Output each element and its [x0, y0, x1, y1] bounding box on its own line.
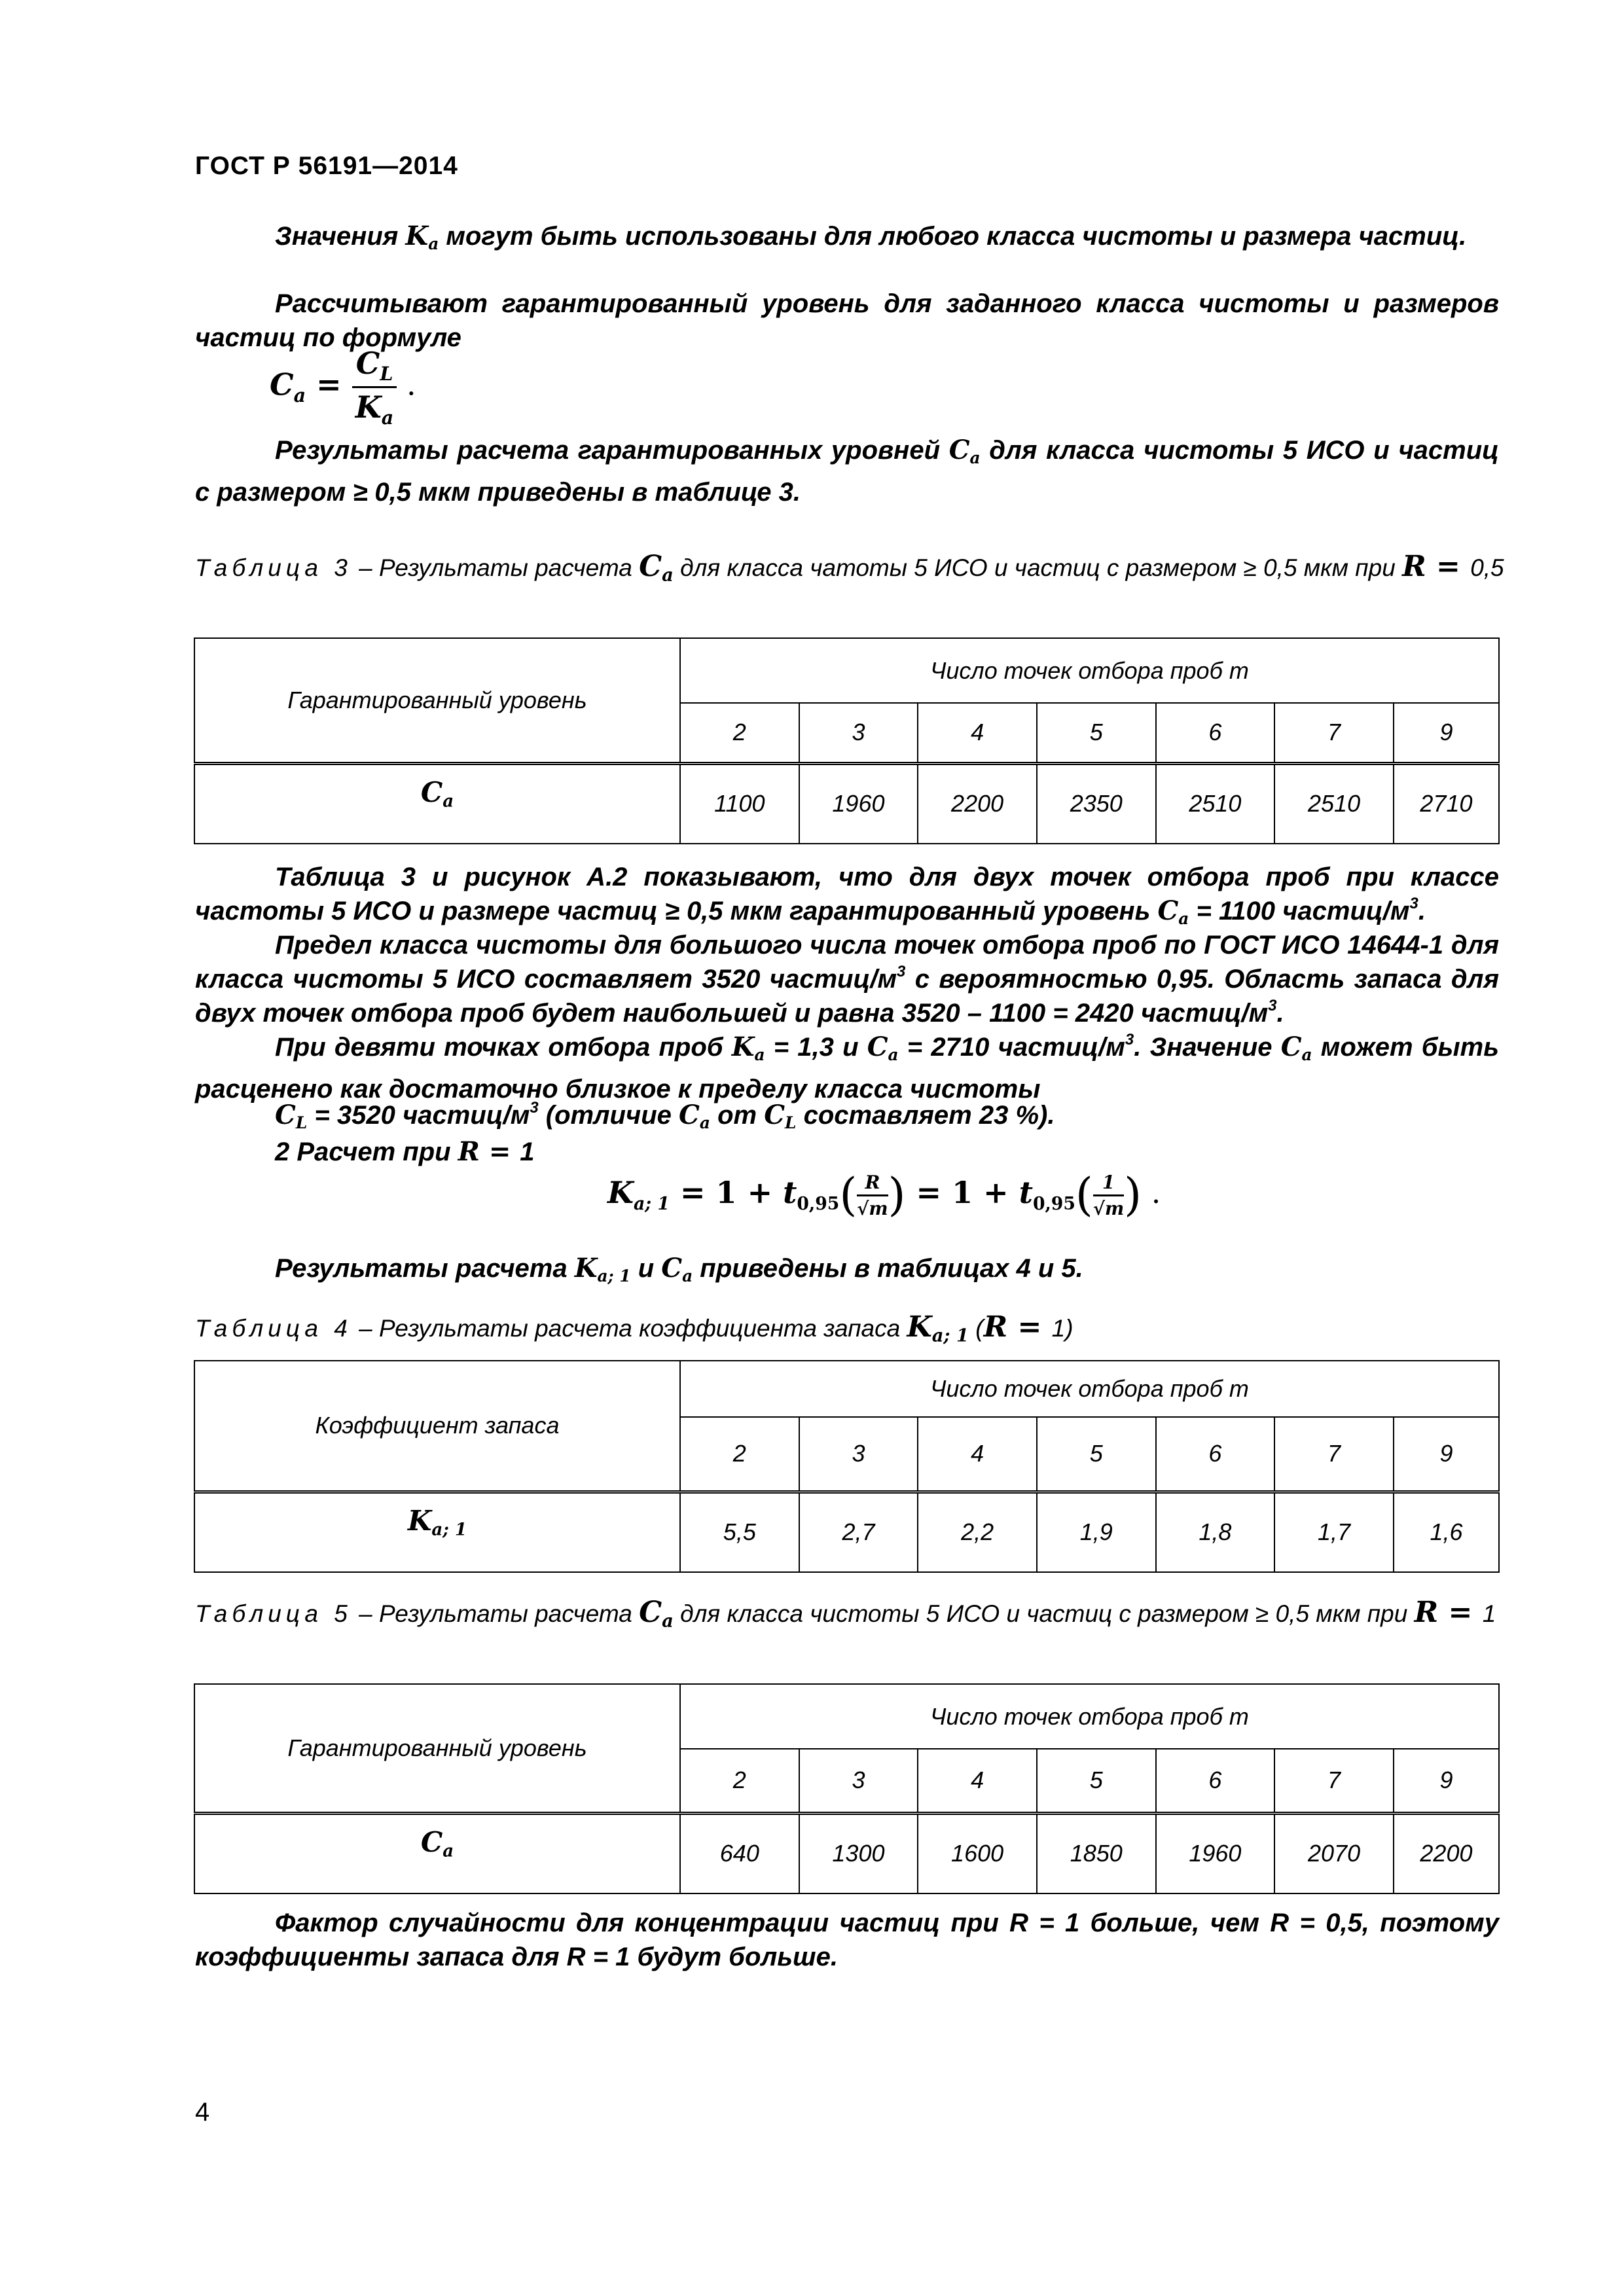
symbol-ca: $C_a$	[639, 550, 674, 586]
table4-col-header: 5	[1037, 1417, 1156, 1492]
formula-ca-symbol: C	[270, 367, 294, 403]
text-span: приведены в таблицах 4 и 5.	[693, 1254, 1083, 1283]
table4-cell: 1,9	[1037, 1492, 1156, 1572]
table5-cell: 640	[680, 1813, 799, 1893]
symbol-ka: $K_a$	[731, 1031, 765, 1064]
table3-col-header: 7	[1274, 703, 1394, 763]
table3-cell: 2200	[918, 763, 1037, 844]
table4-cell: 2,7	[799, 1492, 918, 1572]
formula-denominator: $K_a$	[355, 389, 394, 429]
table5-col-header: 9	[1394, 1749, 1499, 1813]
table5-row-symbol: $C_a$	[194, 1813, 680, 1893]
formula-ca-subscript: a	[293, 384, 306, 406]
text-span: Результаты расчета гарантированных уровней	[275, 436, 949, 465]
text-span: 2 Расчет при	[275, 1138, 458, 1166]
table4-col-header: 9	[1394, 1417, 1499, 1492]
table5-row-header: Гарантированный уровень	[194, 1684, 680, 1813]
text-span: = 2710 частиц/м	[898, 1033, 1125, 1062]
r-value: 0,5	[1470, 554, 1504, 581]
text-span: . Значение	[1134, 1033, 1281, 1062]
page-number: 4	[195, 2098, 210, 2126]
paren-close: )	[888, 1169, 906, 1221]
symbol-ca: $C_a$	[1280, 1031, 1312, 1064]
table4-group-header: Число точек отбора проб m	[680, 1361, 1499, 1417]
table5-cell: 1960	[1156, 1813, 1275, 1893]
table4-cell: 5,5	[680, 1492, 799, 1572]
paragraph-calc-formula-intro: Рассчитывают гарантированный уровень для заданного класса чистоты и размеров частиц по формуле	[195, 289, 1499, 352]
table5-col-header: 6	[1156, 1749, 1275, 1813]
text-span: – Результаты расчета	[352, 1600, 640, 1627]
symbol-cl: $C_L$	[764, 1100, 797, 1132]
r-value: 1	[1482, 1600, 1496, 1627]
table5-group-header: Число точек отбора проб m	[680, 1684, 1499, 1749]
table5-cell: 1300	[799, 1813, 918, 1893]
table3-col-header: 2	[680, 703, 799, 763]
caption-table-4: Таблица 4 – Результаты расчета коэффициента запаса $K_{a; 1}$ (R = 1)	[195, 1310, 1074, 1346]
table4-cell: 1,8	[1156, 1492, 1275, 1572]
paragraph-ka-usage	[195, 219, 1499, 261]
table3-row-header: Гарантированный уровень	[194, 638, 680, 763]
table5-cell: 1600	[918, 1813, 1037, 1893]
text-span: составляет 23 %).	[796, 1101, 1055, 1130]
document-header: ГОСТ Р 56191—2014	[195, 152, 458, 180]
table3-cell: 2510	[1274, 763, 1394, 844]
table5-col-header: 2	[680, 1749, 799, 1813]
symbol-ca: $C_a$	[867, 1031, 899, 1064]
text-span: для класса чистоты 5 ИСО и частиц с размером ≥ 0,5 мкм при	[673, 1600, 1415, 1627]
table4-row-header: Коэффициент запаса	[194, 1361, 680, 1492]
symbol-ca: $C_a$	[661, 1253, 693, 1285]
symbol-r: R	[1414, 1596, 1439, 1629]
text-span: Таблица 3 и рисунок А.2 показывают, что для двух точек отбора проб при классе частоты 5 ИСО и размере частиц ≥ 0,5 мкм гарантированный уровень	[195, 863, 1499, 925]
text-span: Значения	[275, 222, 406, 251]
paragraph-nine-points: При девяти точках отбора проб $K_a = 1,3$ и $C_a = 2710$ частиц/$м^3$. Значение $C_a$ может быть расценено как достаточно близкое к пределу класса чистоты	[195, 1031, 1499, 1103]
caption-label: Таблица 4	[195, 1315, 352, 1342]
text-span: от	[710, 1101, 765, 1130]
formula-k-symbol: K	[607, 1175, 634, 1210]
paragraph-table3-interpretation: Таблица 3 и рисунок А.2 показывают, что для двух точек отбора проб при классе частоты 5 ИСО и размере частиц ≥ 0,5 мкм гарантированный уровень $C_a = 1100$ частиц/$м^3$.	[195, 863, 1499, 928]
text-span: может быть расценено как достаточно близкое к пределу класса чистоты	[195, 1033, 1499, 1103]
table4-cell: 1,7	[1274, 1492, 1394, 1572]
table5-col-header: 4	[918, 1749, 1037, 1813]
text-span: Предел класса чистоты для большого числа точек отбора проб по ГОСТ ИСО 14644-1 для класса чистоты 5 ИСО составляет 3520 частиц/м	[195, 931, 1499, 994]
section-heading-r1: 2 Расчет при R = 1	[275, 1136, 535, 1167]
table3-col-header: 9	[1394, 703, 1499, 763]
paragraph-results-tables-4-5	[195, 1251, 1499, 1293]
table3-col-header: 3	[799, 703, 918, 763]
formula-fraction-1: $\frac{R}{√m}$	[857, 1171, 888, 1219]
paragraph-class-limit: Предел класса чистоты для большого числа точек отбора проб по ГОСТ ИСО 14644-1 для класса чистоты 5 ИСО составляет 3520 частиц/$м^3$ с вероятностью 0,95. Область запаса для двух точек отбора проб будет наибольшей и равна 3520 – 1100 = 2420 частиц/$м^3$.	[195, 931, 1499, 1028]
formula-t-symbol: t	[1019, 1175, 1033, 1210]
table3-cell: 1960	[799, 763, 918, 844]
symbol-ca: $C_a$	[1157, 895, 1189, 928]
table4-cell: 2,2	[918, 1492, 1037, 1572]
r-value: 1	[520, 1138, 535, 1166]
table-5	[194, 1683, 1500, 1894]
text-span: с вероятностью 0,95. Область запаса для двух точек отбора проб будет наибольшей и равна 3520 – 1100 = 2420 частиц/м	[195, 965, 1499, 1028]
table3-col-header: 4	[918, 703, 1037, 763]
table5-cell: 2200	[1394, 1813, 1499, 1893]
text-span: = 1,3 и	[765, 1033, 867, 1062]
formula-t-symbol: t	[783, 1175, 797, 1210]
caption-label: Таблица 3	[195, 554, 352, 581]
symbol-ca: $C_a$	[639, 1596, 674, 1632]
table4-col-header: 7	[1274, 1417, 1394, 1492]
paren-open: (	[1075, 1169, 1093, 1221]
symbol-ka1: $K_{a; 1}$	[907, 1310, 969, 1346]
table4-col-header: 6	[1156, 1417, 1275, 1492]
table5-col-header: 7	[1274, 1749, 1394, 1813]
table3-col-header: 5	[1037, 703, 1156, 763]
table5-col-header: 5	[1037, 1749, 1156, 1813]
formula-ka1: $K_{a; 1} = 1 + t_{0,95}$( $\frac{R}{√m}$ ) = $1 + t_{0,95}$( $\frac{1}{√m}$ ) .	[607, 1169, 1161, 1221]
symbol-equals: =	[1426, 550, 1471, 583]
table5-cell: 1850	[1037, 1813, 1156, 1893]
table3-col-header: 6	[1156, 703, 1275, 763]
paragraph-cl-difference: $C_L = 3520$ частиц/$м^3$ (отличие $C_a$ от $C_L$ составляет 23 %).	[275, 1099, 1055, 1132]
table-3	[194, 637, 1500, 844]
text-span: – Результаты расчета	[352, 554, 640, 581]
caption-label: Таблица 5	[195, 1600, 352, 1627]
text-span: = 1100 частиц/м	[1189, 897, 1410, 925]
formula-ca	[270, 346, 416, 429]
caption-table-5: Таблица 5 – Результаты расчета $C_a$ для класса чистоты 5 ИСО и частиц с размером ≥ 0,5 мкм при R = 1	[195, 1596, 1496, 1632]
text-span: – Результаты расчета коэффициента запаса	[352, 1315, 907, 1342]
symbol-cl: $C_L$	[275, 1100, 308, 1132]
table-4	[194, 1360, 1500, 1573]
table5-cell: 2070	[1274, 1813, 1394, 1893]
text-span: Результаты расчета	[275, 1254, 575, 1283]
symbol-ka: $K_a$	[405, 221, 439, 253]
text-span: (отличие	[538, 1101, 679, 1130]
paren-open: (	[839, 1169, 857, 1221]
symbol-ca: $C_a$	[679, 1100, 710, 1132]
text-span: = 3520 частиц/м	[307, 1101, 530, 1130]
symbol-r: R	[458, 1136, 480, 1167]
caption-table-3	[195, 550, 1504, 592]
text-span: для класса чатоты 5 ИСО и частиц с размером ≥ 0,5 мкм при	[673, 554, 1403, 581]
table3-cell: 2710	[1394, 763, 1499, 844]
formula-fraction-2: $\frac{1}{√m}$	[1092, 1171, 1125, 1219]
symbol-r: R	[983, 1310, 1008, 1344]
paragraph-results-table3	[195, 433, 1499, 509]
text-span: могут быть использованы для любого класса чистоты и размера частиц.	[439, 222, 1467, 251]
table3-row-symbol: $C_a$	[194, 763, 680, 844]
paren-close: )	[1124, 1169, 1142, 1221]
table4-col-header: 2	[680, 1417, 799, 1492]
formula-tail: .	[397, 367, 416, 403]
paragraph-randomness-factor: Фактор случайности для концентрации частиц при R = 1 больше, чем R = 0,5, поэтому коэффициенты запаса для R = 1 будут больше.	[195, 1909, 1499, 1971]
table5-col-header: 3	[799, 1749, 918, 1813]
formula-equals: =	[306, 367, 352, 403]
table3-group-header: Число точек отбора проб m	[680, 638, 1499, 703]
text-span: При девяти точках отбора проб	[275, 1033, 732, 1062]
table4-col-header: 3	[799, 1417, 918, 1492]
table4-row-symbol: $K_{a; 1}$	[194, 1492, 680, 1572]
symbol-ka1: $K_{a; 1}$	[574, 1253, 631, 1285]
table3-cell: 2350	[1037, 763, 1156, 844]
table4-col-header: 4	[918, 1417, 1037, 1492]
symbol-ca: $C_a$	[948, 435, 981, 467]
table3-cell: 2510	[1156, 763, 1275, 844]
formula-fraction	[352, 346, 397, 429]
table4-cell: 1,6	[1394, 1492, 1499, 1572]
r-value: 1	[1051, 1315, 1066, 1342]
text-span: для класса чистоты 5 ИСО и частиц с размером ≥ 0,5 мкм приведены в таблице 3.	[195, 436, 1499, 507]
text-span: и	[630, 1254, 662, 1283]
symbol-r: R	[1402, 550, 1426, 583]
formula-numerator: $C_L$	[352, 346, 397, 388]
table3-cell: 1100	[680, 763, 799, 844]
